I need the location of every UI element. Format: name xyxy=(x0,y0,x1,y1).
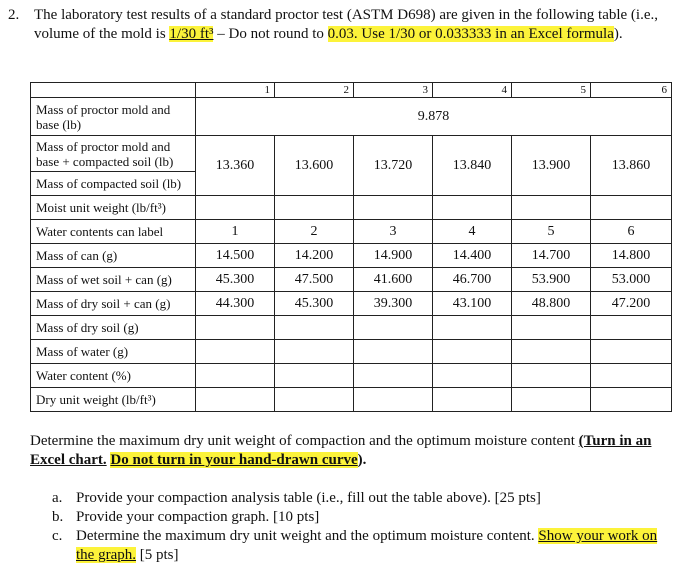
table-cell: 53.900 xyxy=(512,268,591,292)
table-row xyxy=(31,98,672,136)
row-label: Dry unit weight (lb/ft³) xyxy=(31,388,196,412)
table-cell: 13.860 xyxy=(591,136,672,196)
table-cell: 14.800 xyxy=(591,244,672,268)
empty-cell xyxy=(275,388,354,412)
row-label: Water content (%) xyxy=(31,364,196,388)
empty-cell xyxy=(433,364,512,388)
problem-text-part-3: ). xyxy=(613,26,623,42)
table-row xyxy=(31,340,672,364)
mold-base-mass-value: 9.878 xyxy=(196,98,672,136)
table-cell: 39.300 xyxy=(354,292,433,316)
table-cell: 43.100 xyxy=(433,292,512,316)
determine-text-part-1: Determine the maximum dry unit weight of compaction and the optimum moisture content xyxy=(30,433,579,449)
table-cell: 14.900 xyxy=(354,244,433,268)
empty-cell xyxy=(512,316,591,340)
table-cell: 2 xyxy=(275,220,354,244)
empty-cell xyxy=(196,340,275,364)
column-header: 6 xyxy=(591,83,672,98)
empty-cell xyxy=(591,388,672,412)
empty-cell xyxy=(433,316,512,340)
empty-cell xyxy=(591,340,672,364)
hand-drawn-warning-highlight: Do not turn in your hand-drawn curve xyxy=(110,452,358,468)
empty-cell xyxy=(196,364,275,388)
empty-cell xyxy=(196,316,275,340)
empty-cell xyxy=(433,196,512,220)
table-row xyxy=(31,364,672,388)
column-header: 4 xyxy=(433,83,512,98)
table-cell: 13.360 xyxy=(196,136,275,196)
table-cell: 14.500 xyxy=(196,244,275,268)
table-row xyxy=(31,136,672,172)
task-text: Provide your compaction analysis table (i.e., fill out the table above). [25 pts] xyxy=(76,490,541,506)
table-row xyxy=(31,220,672,244)
empty-cell xyxy=(433,340,512,364)
table-cell: 47.500 xyxy=(275,268,354,292)
empty-cell xyxy=(196,196,275,220)
empty-cell xyxy=(354,340,433,364)
table-row xyxy=(31,244,672,268)
task-points: [5 pts] xyxy=(135,547,179,563)
table-cell: 14.200 xyxy=(275,244,354,268)
table-cell: 47.200 xyxy=(591,292,672,316)
row-label: Mass of proctor mold and base + compacted soil (lb) xyxy=(31,136,196,172)
empty-cell xyxy=(512,196,591,220)
table-row xyxy=(31,196,672,220)
table-cell: 48.800 xyxy=(512,292,591,316)
task-text: Determine the maximum dry unit weight and the optimum moisture content. xyxy=(76,528,539,544)
mold-volume-highlight: 1/30 ft³ xyxy=(169,26,214,42)
row-label: Mass of can (g) xyxy=(31,244,196,268)
row-label: Mass of wet soil + can (g) xyxy=(31,268,196,292)
row-label: Mass of dry soil (g) xyxy=(31,316,196,340)
problem-text-part-2: – Do not round to xyxy=(213,26,328,42)
determine-text-part-2: ). xyxy=(357,452,367,468)
table-cell: 45.300 xyxy=(196,268,275,292)
empty-cell xyxy=(591,316,672,340)
table-row xyxy=(31,292,672,316)
task-list xyxy=(52,489,662,565)
table-cell: 44.300 xyxy=(196,292,275,316)
table-cell: 14.700 xyxy=(512,244,591,268)
empty-cell xyxy=(275,316,354,340)
list-marker: b. xyxy=(52,509,64,525)
empty-cell xyxy=(354,364,433,388)
table-header-row xyxy=(31,83,672,98)
problem-statement xyxy=(8,6,668,44)
table-cell: 3 xyxy=(354,220,433,244)
empty-cell xyxy=(591,196,672,220)
empty-cell xyxy=(275,196,354,220)
problem-number: 2. xyxy=(8,7,20,23)
table-row xyxy=(31,316,672,340)
list-item xyxy=(52,527,662,565)
empty-cell xyxy=(433,388,512,412)
table-cell: 13.900 xyxy=(512,136,591,196)
empty-cell xyxy=(275,364,354,388)
row-label: Mass of dry soil + can (g) xyxy=(31,292,196,316)
table-cell: 5 xyxy=(512,220,591,244)
empty-cell xyxy=(512,388,591,412)
list-marker: c. xyxy=(52,528,63,544)
table-cell: 6 xyxy=(591,220,672,244)
row-label: Mass of compacted soil (lb) xyxy=(31,172,196,196)
row-label: Water contents can label xyxy=(31,220,196,244)
compaction-table xyxy=(30,82,672,412)
empty-cell xyxy=(354,388,433,412)
table-cell: 13.720 xyxy=(354,136,433,196)
empty-cell xyxy=(275,340,354,364)
table-cell: 46.700 xyxy=(433,268,512,292)
table-row xyxy=(31,268,672,292)
task-text: Provide your compaction graph. [10 pts] xyxy=(76,509,320,525)
table-cell: 13.840 xyxy=(433,136,512,196)
row-label: Mass of proctor mold and base (lb) xyxy=(31,98,196,136)
row-label: Mass of water (g) xyxy=(31,340,196,364)
table-cell: 4 xyxy=(433,220,512,244)
empty-cell xyxy=(354,196,433,220)
table-cell: 45.300 xyxy=(275,292,354,316)
list-marker: a. xyxy=(52,490,63,506)
list-item xyxy=(52,508,662,527)
empty-cell xyxy=(512,340,591,364)
empty-cell xyxy=(196,388,275,412)
row-label: Moist unit weight (lb/ft³) xyxy=(31,196,196,220)
excel-chart-instruction: (Turn in an Excel chart. xyxy=(30,433,652,468)
problem-text-part-1: The laboratory test results of a standard proctor test (ASTM D698) are given in the following table (i.e., volume of the mold is xyxy=(34,7,658,42)
table-cell: 1 xyxy=(196,220,275,244)
problem-text xyxy=(34,6,668,44)
rounding-instruction-highlight: 0.03. Use 1/30 or 0.033333 in an Excel formula xyxy=(327,26,614,42)
table-row xyxy=(31,388,672,412)
header-blank-cell xyxy=(31,83,196,98)
empty-cell xyxy=(354,316,433,340)
show-work-highlight: Show your work on the graph. xyxy=(76,528,658,563)
table-cell: 13.600 xyxy=(275,136,354,196)
column-header: 3 xyxy=(354,83,433,98)
list-item xyxy=(52,489,662,508)
determine-instruction xyxy=(30,432,666,470)
column-header: 2 xyxy=(275,83,354,98)
column-header: 5 xyxy=(512,83,591,98)
empty-cell xyxy=(512,364,591,388)
table-cell: 41.600 xyxy=(354,268,433,292)
table-cell: 53.000 xyxy=(591,268,672,292)
empty-cell xyxy=(591,364,672,388)
column-header: 1 xyxy=(196,83,275,98)
table-cell: 14.400 xyxy=(433,244,512,268)
